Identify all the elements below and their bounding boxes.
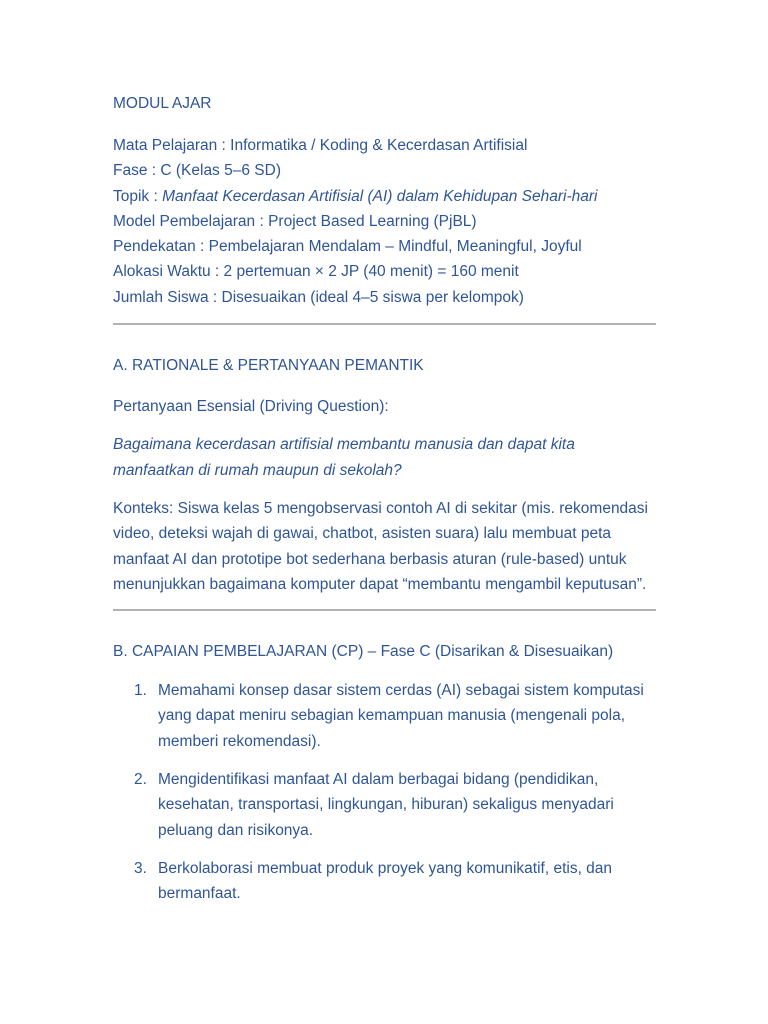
section-divider [113,323,656,325]
module-info [113,133,656,310]
section-a-title: A. RATIONALE & PERTANYAAN PEMANTIK [113,357,424,375]
list-item [113,856,656,907]
meta-topic [113,184,656,209]
essential-question-label: Pertanyaan Esensial (Driving Question): [113,398,389,416]
meta-time-allocation: Alokasi Waktu : 2 pertemuan × 2 JP (40 menit) = 160 menit [113,263,519,281]
section-b-title: B. CAPAIAN PEMBELAJARAN (CP) – Fase C (Disarikan & Disesuaikan) [113,643,614,661]
meta-approach: Pendekatan : Pembelajaran Mendalam – Mindful, Meaningful, Joyful [113,238,582,256]
list-item-text: Memahami konsep dasar sistem cerdas (AI) sebagai sistem komputasi yang dapat meniru sebagian kemampuan manusia (mengenali pola, memberi rekomendasi). [158,682,644,750]
list-item-number: 2. [134,771,147,789]
list-item-text: Berkolaborasi membuat produk proyek yang komunikatif, etis, dan bermanfaat. [158,859,613,903]
document-title: MODUL AJAR [113,95,212,112]
meta-topic-value: Manfaat Kecerdasan Artifisial (AI) dalam Kehidupan Sehari-hari [162,187,598,205]
essential-question-text: Bagaimana kecerdasan artifisial membantu manusia dan dapat kita manfaatkan di rumah maupun di sekolah? [113,436,575,479]
list-item-number: 1. [134,682,147,700]
list-item [113,767,656,843]
context-paragraph: Konteks: Siswa kelas 5 mengobservasi contoh AI di sekitar (mis. rekomendasi video, deteksi wajah di gawai, chatbot, asisten suara) lalu membuat peta manfaat AI dan prototipe bot sederhana berbasis aturan (rule-based) untuk menunjukkan bagaimana komputer dapat “membantu mengambil keputusan”. [113,499,648,593]
meta-phase: Fase : C (Kelas 5–6 SD) [113,162,281,180]
list-item-text: Mengidentifikasi manfaat AI dalam berbagai bidang (pendidikan, kesehatan, transportasi, lingkungan, hiburan) sekaligus menyadari peluang dan risikonya. [158,771,614,839]
meta-model: Model Pembelajaran : Project Based Learning (PjBL) [113,212,477,230]
document-content [113,93,656,907]
meta-student-count: Jumlah Siswa : Disesuaikan (ideal 4–5 siswa per kelompok) [113,288,524,306]
meta-subject: Mata Pelajaran : Informatika / Koding & Kecerdasan Artifisial [113,137,528,154]
section-divider [113,609,656,611]
list-item [113,678,656,754]
learning-outcomes-list [113,678,656,906]
meta-topic-label: Topik : [113,187,163,205]
list-item-number: 3. [134,859,147,877]
